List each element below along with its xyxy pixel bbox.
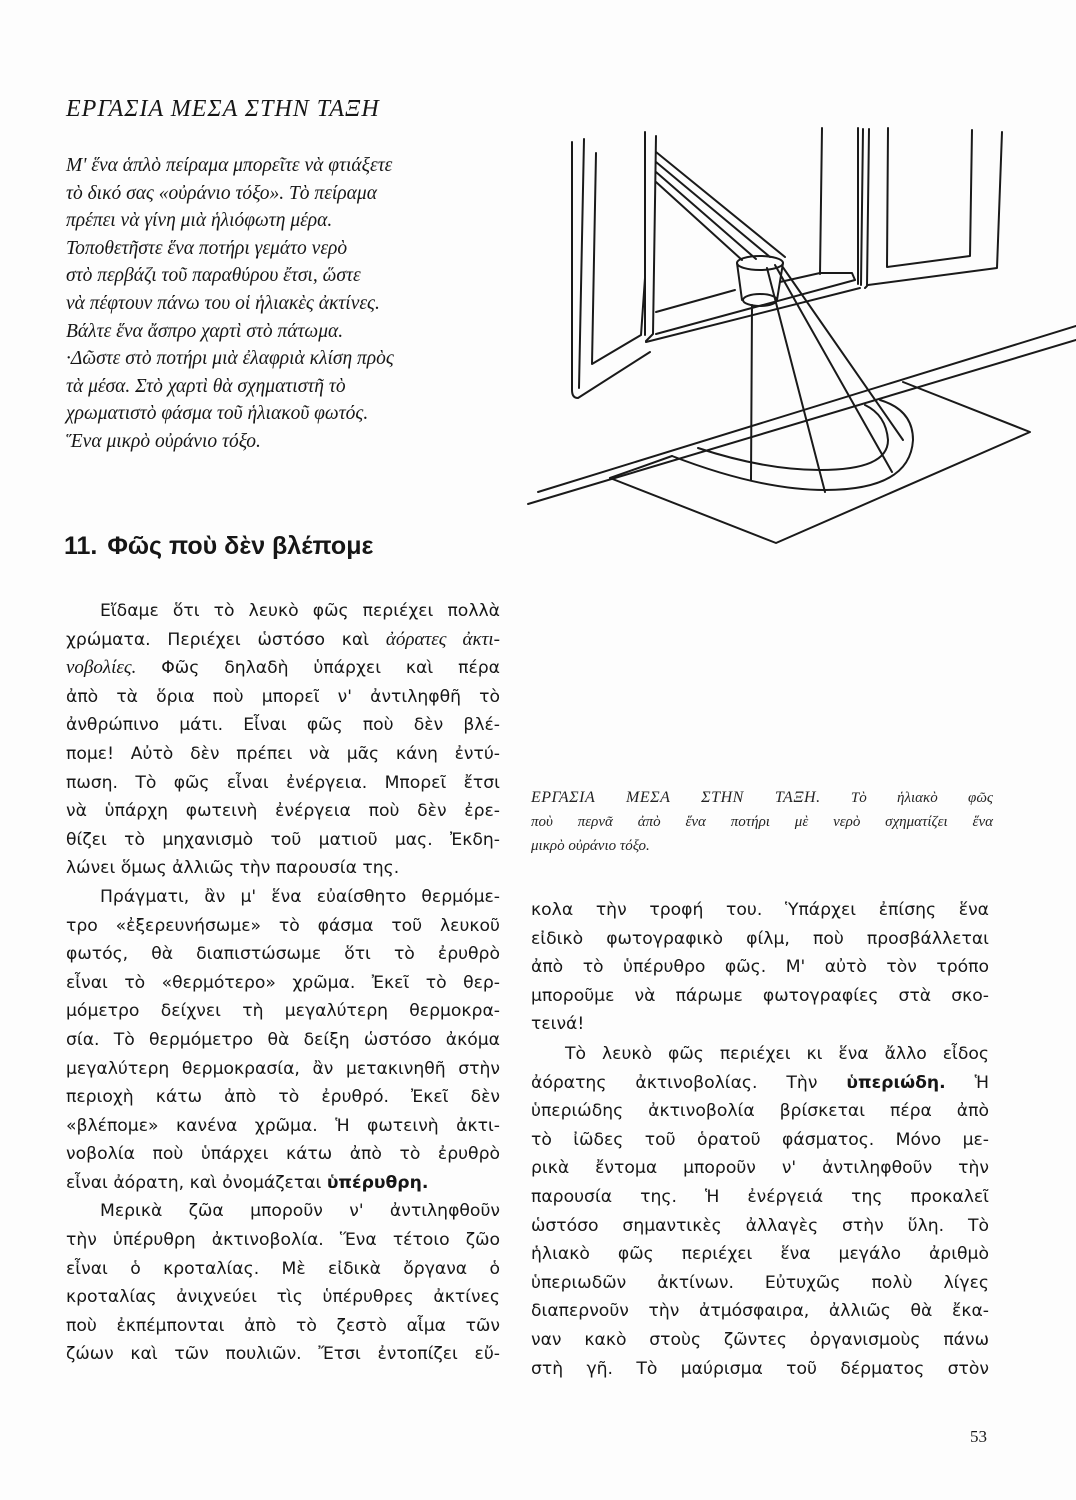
text-line: μποροῦμε νὰ πάρωμε φωτογραφίες στὰ σκο- [531, 985, 989, 1006]
text-line: ὑπεριωδῶν ἀκτίνων. Εὐτυχῶς πολὺ λίγες [531, 1272, 989, 1293]
text-line: κροταλίας ἀνιχνεύει τὶς ὑπέρυθρες ἀκτίνες [66, 1287, 500, 1308]
text-line: λώνει ὅμως ἀλλιῶς τὴν παρουσία της. [66, 858, 400, 879]
text-line: τρο «ἐξερευνήσωμε» τὸ φάσμα τοῦ λευκοῦ [66, 915, 500, 936]
right-column-top [531, 896, 989, 1039]
text-line: ἀπὸ τὸ ὑπέρυθρο φῶς. Μ' αὐτὸ τὸν τρόπο [531, 957, 989, 978]
text-line: χρωματιστὸ φάσμα τοῦ ἡλιακοῦ φωτός. [66, 403, 369, 425]
section-heading [64, 532, 373, 561]
text-line: ὑπεριώδης ἀκτινοβολία βρίσκεται πέρα ἀπὸ [531, 1101, 989, 1122]
text-line: μόμετρο δείχνει τὴ μεγαλύτερη θερμοκρα- [66, 1001, 500, 1022]
text-line: Μ' ἕνα ἁπλὸ πείραμα μπορεῖτε νὰ φτιάξετε [66, 155, 393, 176]
text-line: διαπερνοῦν τὴν ἀτμόσφαιρα, ἀλλιῶς θὰ ἔκα- [531, 1301, 989, 1322]
right-column-bottom [531, 1040, 989, 1383]
text-line: πομε! Αὐτὸ δὲν πρέπει νὰ μᾶς κάνη ἐντύ- [66, 743, 500, 764]
text-line: Τοποθετῆστε ἕνα ποτήρι γεμάτο νερὸ [66, 237, 348, 259]
text-line: τὸ δικό σας «οὐράνιο τόξο». Τὸ πείραμα [66, 182, 377, 204]
text-line: σία. Τὸ θερμόμετρο θὰ δείξη ὡστόσο ἀκόμα [66, 1029, 500, 1050]
caption-title: ΕΡΓΑΣΙΑ ΜΕΣΑ ΣΤΗΝ ΤΑΞΗ. [531, 789, 821, 806]
text-line: ποὺ ἐκπέμπονται ἀπὸ τὸ ζεστὸ αἷμα τῶν [66, 1315, 500, 1336]
text-line: φωτός, θὰ διαπιστώσωμε ὅτι τὸ ἐρυθρὸ [66, 944, 500, 965]
text-line: τὰ μέσα. Στὸ χαρτὶ θὰ σχηματιστῆ τὸ [66, 375, 346, 397]
text-line: παρουσία της. Ἡ ἐνέργειά της προκαλεῖ [531, 1186, 989, 1207]
bold-term: ὑπεριώδη. [846, 1072, 946, 1093]
text-line: Τὸ λευκὸ φῶς περιέχει κι ἕνα ἄλλο εἶδος [565, 1044, 989, 1064]
text-line: πωση. Τὸ φῶς εἶναι ἐνέργεια. Μπορεῖ ἔτσι [66, 772, 500, 793]
text-line: ζώων καὶ τῶν πουλιῶν. Ἔτσι ἐντοπίζει εὔ- [66, 1344, 500, 1365]
text-line: μεγαλύτερη θερμοκρασία, ἂν μετακινηθῆ στὴν [66, 1058, 500, 1079]
text-line: ναν κακὸ στοὺς ζῶντες ὀργανισμοὺς πάνω [531, 1329, 989, 1350]
text-line: χρώματα. Περιέχει ὡστόσο καὶ ἀόρατες ἀκτι- [66, 628, 501, 650]
text-line: Πράγματι, ἂν μ' ἕνα εὐαίσθητο θερμόμε- [100, 886, 500, 907]
text-line: τεινά! [531, 1014, 585, 1035]
text-line: κολα τὴν τροφή του. Ὑπάρχει ἐπίσης ἕνα [531, 900, 989, 920]
window-glass-rainbow-illustration [520, 60, 1076, 760]
page-number: 53 [970, 1427, 987, 1446]
caption-line: μικρὸ οὐράνιο τόξο. [531, 838, 650, 854]
text-line: ἀπὸ τὰ ὅρια ποὺ μπορεῖ ν' ἀντιληφθῆ τὸ [66, 686, 500, 707]
italic-term: νοβολίες. [66, 657, 137, 679]
sunlight-rays [656, 152, 785, 260]
text-line: εἰδικὸ φωτογραφικὸ φίλμ, ποὺ προσβάλλεται [531, 928, 989, 949]
text-line: τὸ ἰῶδες τοῦ ὁρατοῦ φάσματος. Μόνο με- [531, 1129, 989, 1150]
text-line: στὴ γῆ. Τὸ μαύρισμα τοῦ δέρματος στὸν [531, 1358, 989, 1379]
text-line: εἶναι ἀόρατη, καὶ ὀνομάζεται ὑπέρυθρη. [66, 1172, 429, 1193]
italic-term: ἀόρατες ἀκτι- [385, 628, 501, 650]
text-line: Εἴδαμε ὅτι τὸ λευκὸ φῶς περιέχει πολλὰ [100, 601, 500, 621]
text-line: πρέπει νὰ γίνη μιὰ ἡλιόφωτη μέρα. [66, 210, 333, 232]
paper-sheet [610, 382, 1030, 543]
figure-caption [531, 786, 993, 858]
text-line: Μερικὰ ζῶα μποροῦν ν' ἀντιληφθοῦν [100, 1201, 500, 1222]
text-line: ρικὰ ἔντομα μποροῦν ν' ἀντιληφθοῦν τὴν [531, 1158, 989, 1179]
section-number: 11. [64, 532, 98, 560]
text-line: περιοχὴ κάτω ἀπὸ τὸ ἐρυθρό. Ἐκεῖ δὲν [66, 1087, 500, 1108]
bold-term: ὑπέρυθρη. [326, 1172, 429, 1193]
water-glass [737, 256, 783, 306]
left-column [66, 597, 500, 1369]
text-line: νὰ πέφτουν πάνω του οἱ ἡλιακὲς ἀκτίνες. [66, 292, 380, 314]
text-line: ἀόρατης ἀκτινοβολίας. Τὴν ὑπεριώδη. Ἡ [531, 1072, 990, 1093]
text-line: ἡλιακὸ φῶς περιέχει ἕνα μεγάλο ἀριθμὸ [531, 1244, 989, 1265]
activity-title: ΕΡΓΑΣΙΑ ΜΕΣΑ ΣΤΗΝ ΤΑΞΗ [66, 96, 380, 122]
text-line: ἀνθρώπινο μάτι. Εἶναι φῶς ποὺ δὲν βλέ- [66, 715, 500, 736]
left-window-frame [572, 132, 656, 398]
text-line: νὰ ὑπάρχη φωτεινὴ ἐνέργεια ποὺ δὲν ἐρε- [66, 801, 500, 822]
text-line: «βλέπομε» κανένα χρῶμα. Ἡ φωτεινὴ ἀκτι- [66, 1115, 500, 1136]
right-window-frame [820, 128, 1002, 288]
text-line: ὡστόσο σημαντικὲς ἀλλαγὲς στὴν ὕλη. Τὸ [531, 1215, 989, 1236]
activity-text [66, 152, 526, 456]
text-line: θίζει τὸ μηχανισμὸ τοῦ ματιοῦ μας. Ἐκδη- [66, 829, 500, 850]
text-line: Ἕνα μικρὸ οὐράνιο τόξο. [66, 430, 261, 452]
text-line: τὴν ὑπέρυθρη ἀκτινοβολία. Ἕνα τέτοιο ζῶο [66, 1230, 500, 1251]
text-line: εἶναι τὸ «θερμότερο» χρῶμα. Ἐκεῖ τὸ θερ- [66, 972, 500, 993]
text-line: Βάλτε ἕνα ἄσπρο χαρτὶ στὸ πάτωμα. [66, 320, 344, 342]
caption-line: ποὺ περνᾶ ἀπὸ ἕνα ποτήρι μὲ νερὸ σχηματίζει ἕνα [531, 814, 993, 830]
caption-line: ΕΡΓΑΣΙΑ ΜΕΣΑ ΣΤΗΝ ΤΑΞΗ. Τὸ ἡλιακὸ φῶς [531, 789, 993, 806]
text-line: εἶναι ὁ κροταλίας. Μὲ εἰδικὰ ὄργανα ὁ [66, 1258, 500, 1279]
text-line: νοβολίες. Φῶς δηλαδὴ ὑπάρχει καὶ πέρα [66, 657, 500, 679]
text-line: ·Δῶστε στὸ ποτήρι μιὰ ἐλαφριὰ κλίση πρὸς [66, 348, 394, 370]
text-line: στὸ περβάζι τοῦ παραθύρου ἔτσι, ὥστε [66, 265, 361, 287]
text-line: νοβολία ποὺ ὑπάρχει κάτω ἀπὸ τὸ ἐρυθρὸ [66, 1144, 500, 1165]
section-title: Φῶς ποὺ δὲν βλέπομε [107, 532, 374, 560]
